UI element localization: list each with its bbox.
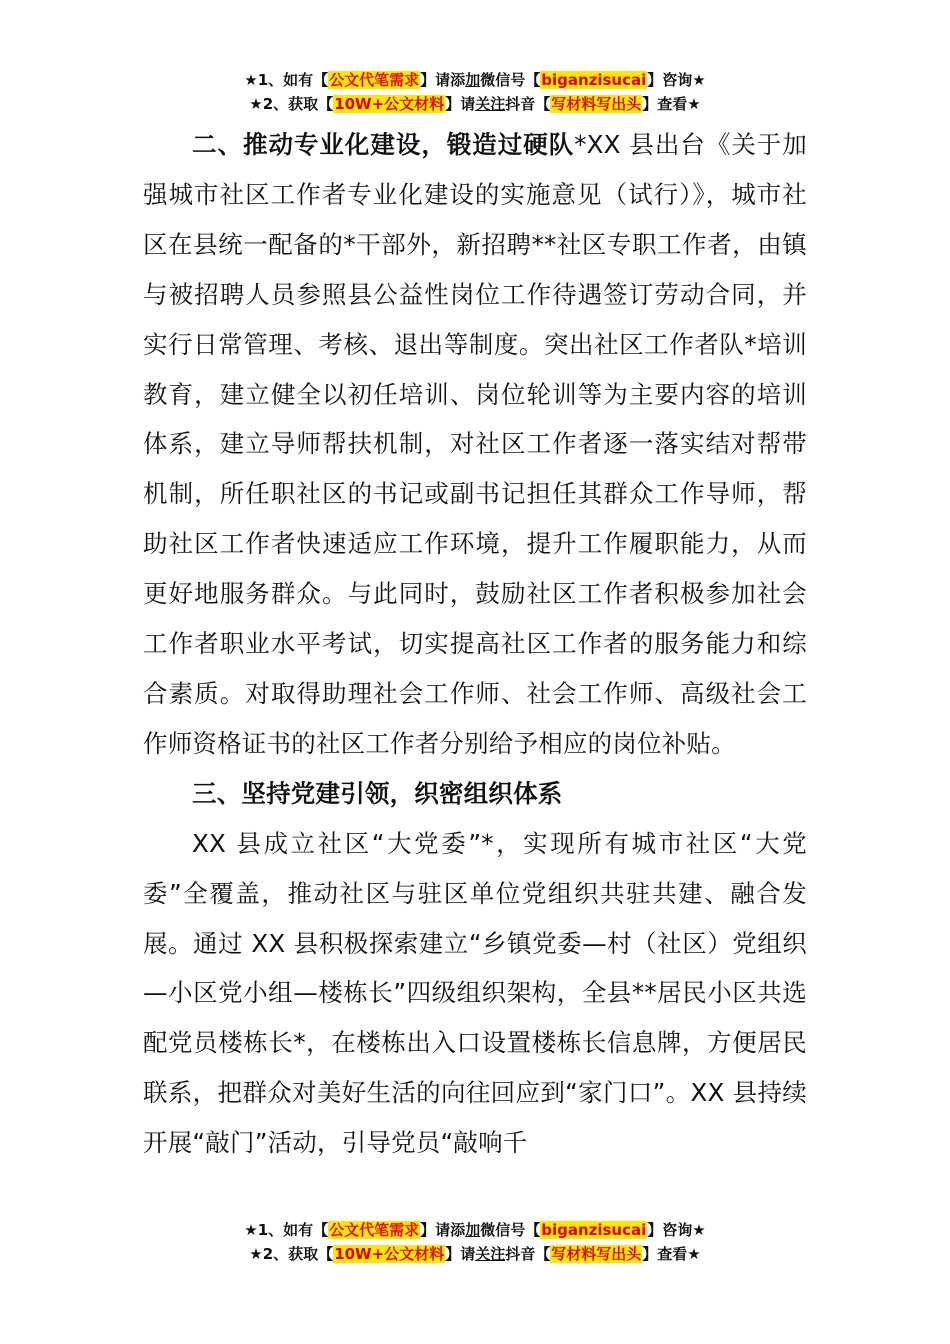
promo-text: ★2、获取【	[249, 1245, 334, 1263]
promo-text: 】请添	[420, 1221, 466, 1239]
promo-text: 微信号【	[480, 1221, 541, 1239]
promo-underlined: 加	[465, 71, 481, 89]
document-body	[143, 120, 807, 1168]
promo-highlight: 公文代笔需求	[329, 1221, 420, 1239]
promo-text: ★1、如有【	[244, 71, 329, 89]
promo-text: 】请添	[420, 71, 466, 89]
promo-text: 】咨询★	[647, 1221, 706, 1239]
promo-text: 抖音【	[505, 95, 551, 113]
promo-text: 】请	[445, 1245, 476, 1263]
promo-highlight: 公文代笔需求	[329, 71, 420, 89]
promo-highlight: 10W+公文材料	[334, 95, 445, 113]
promo-text: 】查看★	[642, 1245, 701, 1263]
promo-text: 】请	[445, 95, 476, 113]
promo-highlight: biganzisucai	[541, 71, 647, 89]
promo-highlight: 10W+公文材料	[334, 1245, 445, 1263]
promo-text: 】查看★	[642, 95, 701, 113]
section-3-heading: 三、坚持党建引领，织密组织体系	[192, 778, 563, 808]
section-2-paragraph	[143, 120, 807, 769]
promo-underlined: 关注	[475, 1245, 506, 1263]
promo-highlight: biganzisucai	[541, 1221, 647, 1239]
promo-underlined: 关注	[475, 95, 506, 113]
promo-highlight: 写材料写出头	[551, 95, 642, 113]
promo-line-2	[0, 92, 950, 116]
promo-line-1	[0, 1218, 950, 1242]
promo-text: 微信号【	[480, 71, 541, 89]
promo-banner-bottom	[0, 1218, 950, 1266]
promo-text: ★1、如有【	[244, 1221, 329, 1239]
section-3-text: XX 县成立社区“大党委”*，实现所有城市社区“大党委”全覆盖，推动社区与驻区单位党组织共驻共建、融合发展。通过 XX 县积极探索建立“乡镇党委—村（社区）党组织—小区党小组—楼栋长”四级组织架构，全县**居民小区共选配党员楼栋长*，在楼栋出入口设置楼栋长信息牌，方便居民联系，把群众对美好生活的向往回应到“家门口”。XX 县持续开展“敲门”活动，引导党员“敲响千	[143, 828, 807, 1158]
promo-line-1	[0, 68, 950, 92]
promo-text: 抖音【	[505, 1245, 551, 1263]
promo-highlight: 写材料写出头	[551, 1245, 642, 1263]
promo-text: ★2、获取【	[249, 95, 334, 113]
promo-underlined: 加	[465, 1221, 481, 1239]
section-2-heading: 二、推动专业化建设，锻造过硬队	[192, 130, 575, 159]
promo-text: 】咨询★	[647, 71, 706, 89]
promo-banner-top	[0, 68, 950, 116]
promo-line-2	[0, 1242, 950, 1266]
section-2-text: *XX 县出台《关于加强城市社区工作者专业化建设的实施意见（试行）》，城市社区在县统一配备的*干部外，新招聘**社区专职工作者，由镇与被招聘人员参照县公益性岗位工作待遇签订劳动合同，并实行日常管理、考核、退出等制度。突出社区工作者队*培训教育，建立健全以初任培训、岗位轮训等为主要内容的培训体系，建立导师帮扶机制，对社区工作者逐一落实结对帮带机制，所任职社区的书记或副书记担任其群众工作导师，帮助社区工作者快速适应工作环境，提升工作履职能力，从而更好地服务群众。与此同时，鼓励社区工作者积极参加社会工作者职业水平考试，切实提高社区工作者的服务能力和综合素质。对取得助理社会工作师、社会工作师、高级社会工作师资格证书的社区工作者分别给予相应的岗位补贴。	[143, 130, 807, 758]
